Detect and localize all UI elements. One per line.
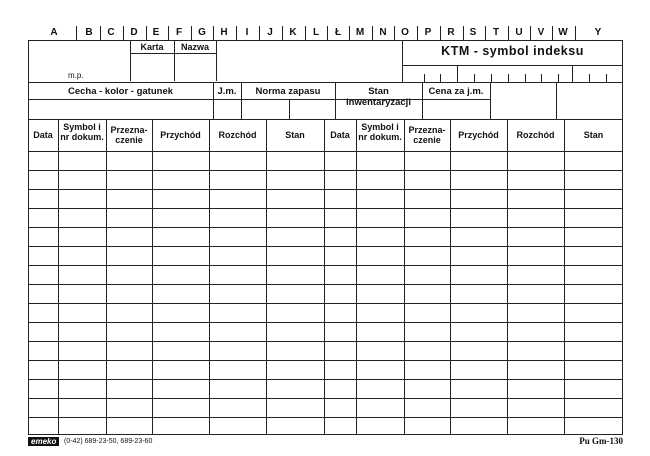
table-row xyxy=(28,170,623,171)
jm-label: J.m. xyxy=(217,86,237,97)
col-header-przeznaczenie: Przezna-czenie xyxy=(110,125,148,145)
column-letter: J xyxy=(267,27,273,38)
column-letter: Y xyxy=(594,27,602,38)
column-letter: W xyxy=(558,27,568,38)
col-header-data: Data xyxy=(33,130,53,140)
column-letter: M xyxy=(355,27,365,38)
column-letter: R xyxy=(447,27,455,38)
col-header-rozchod: Rozchód xyxy=(218,130,257,140)
table-row xyxy=(28,227,623,228)
column-letter: C xyxy=(107,27,115,38)
col-header-przychod-right: Przychód xyxy=(458,130,499,140)
column-letter: E xyxy=(152,27,160,38)
column-letter: K xyxy=(289,27,297,38)
column-letter: L xyxy=(312,27,320,38)
cena-label: Cena za j.m. xyxy=(428,86,484,97)
col-header-symbol-right: Symbol i nr dokum. xyxy=(358,122,402,142)
column-letter: A xyxy=(50,27,58,38)
column-letter: D xyxy=(130,27,138,38)
column-letter: I xyxy=(245,27,249,38)
column-letter: G xyxy=(198,27,206,38)
column-letter: B xyxy=(85,27,93,38)
table-row xyxy=(28,341,623,342)
table-row xyxy=(28,322,623,323)
table-row xyxy=(28,360,623,361)
nazwa-label: Nazwa xyxy=(180,42,209,52)
footer-phone: (0-42) 689-23-50, 689-23-60 xyxy=(64,438,153,445)
column-letter: N xyxy=(379,27,387,38)
norma-label: Norma zapasu xyxy=(255,86,321,97)
column-letter: T xyxy=(492,27,500,38)
col-header-rozchod-right: Rozchód xyxy=(516,130,555,140)
table-row xyxy=(28,398,623,399)
col-header-stan: Stan xyxy=(285,130,305,140)
column-letter: S xyxy=(469,27,477,38)
ktm-title: KTM - symbol indeksu xyxy=(441,44,584,58)
column-letter: P xyxy=(424,27,432,38)
col-header-data-right: Data xyxy=(330,130,350,140)
col-header-stan-right: Stan xyxy=(583,130,604,140)
mp-label: m.p. xyxy=(68,71,84,80)
emeko-logo: emeko xyxy=(28,437,59,446)
table-row xyxy=(28,246,623,247)
column-letter: O xyxy=(401,27,409,38)
column-letter: F xyxy=(175,27,183,38)
column-letter: V xyxy=(537,27,545,38)
col-header-symbol: Symbol i nr dokum. xyxy=(60,122,104,142)
table-row xyxy=(28,379,623,380)
table-row xyxy=(28,303,623,304)
column-letter: Ł xyxy=(334,27,342,38)
col-header-przeznaczenie-right: Przezna-czenie xyxy=(408,125,446,145)
form-code: Pu Gm-130 xyxy=(579,436,623,446)
karta-label: Karta xyxy=(140,42,164,52)
cecha-label: Cecha - kolor - gatunek xyxy=(67,86,174,97)
column-letter: U xyxy=(515,27,523,38)
col-header-przychod: Przychód xyxy=(160,130,201,140)
table-row xyxy=(28,417,623,418)
table-row xyxy=(28,208,623,209)
column-letter: H xyxy=(220,27,228,38)
table-row xyxy=(28,284,623,285)
table-row xyxy=(28,265,623,266)
table-row xyxy=(28,189,623,190)
stan-inwentaryzacji-label: Stan inwentaryzacji xyxy=(346,86,411,108)
